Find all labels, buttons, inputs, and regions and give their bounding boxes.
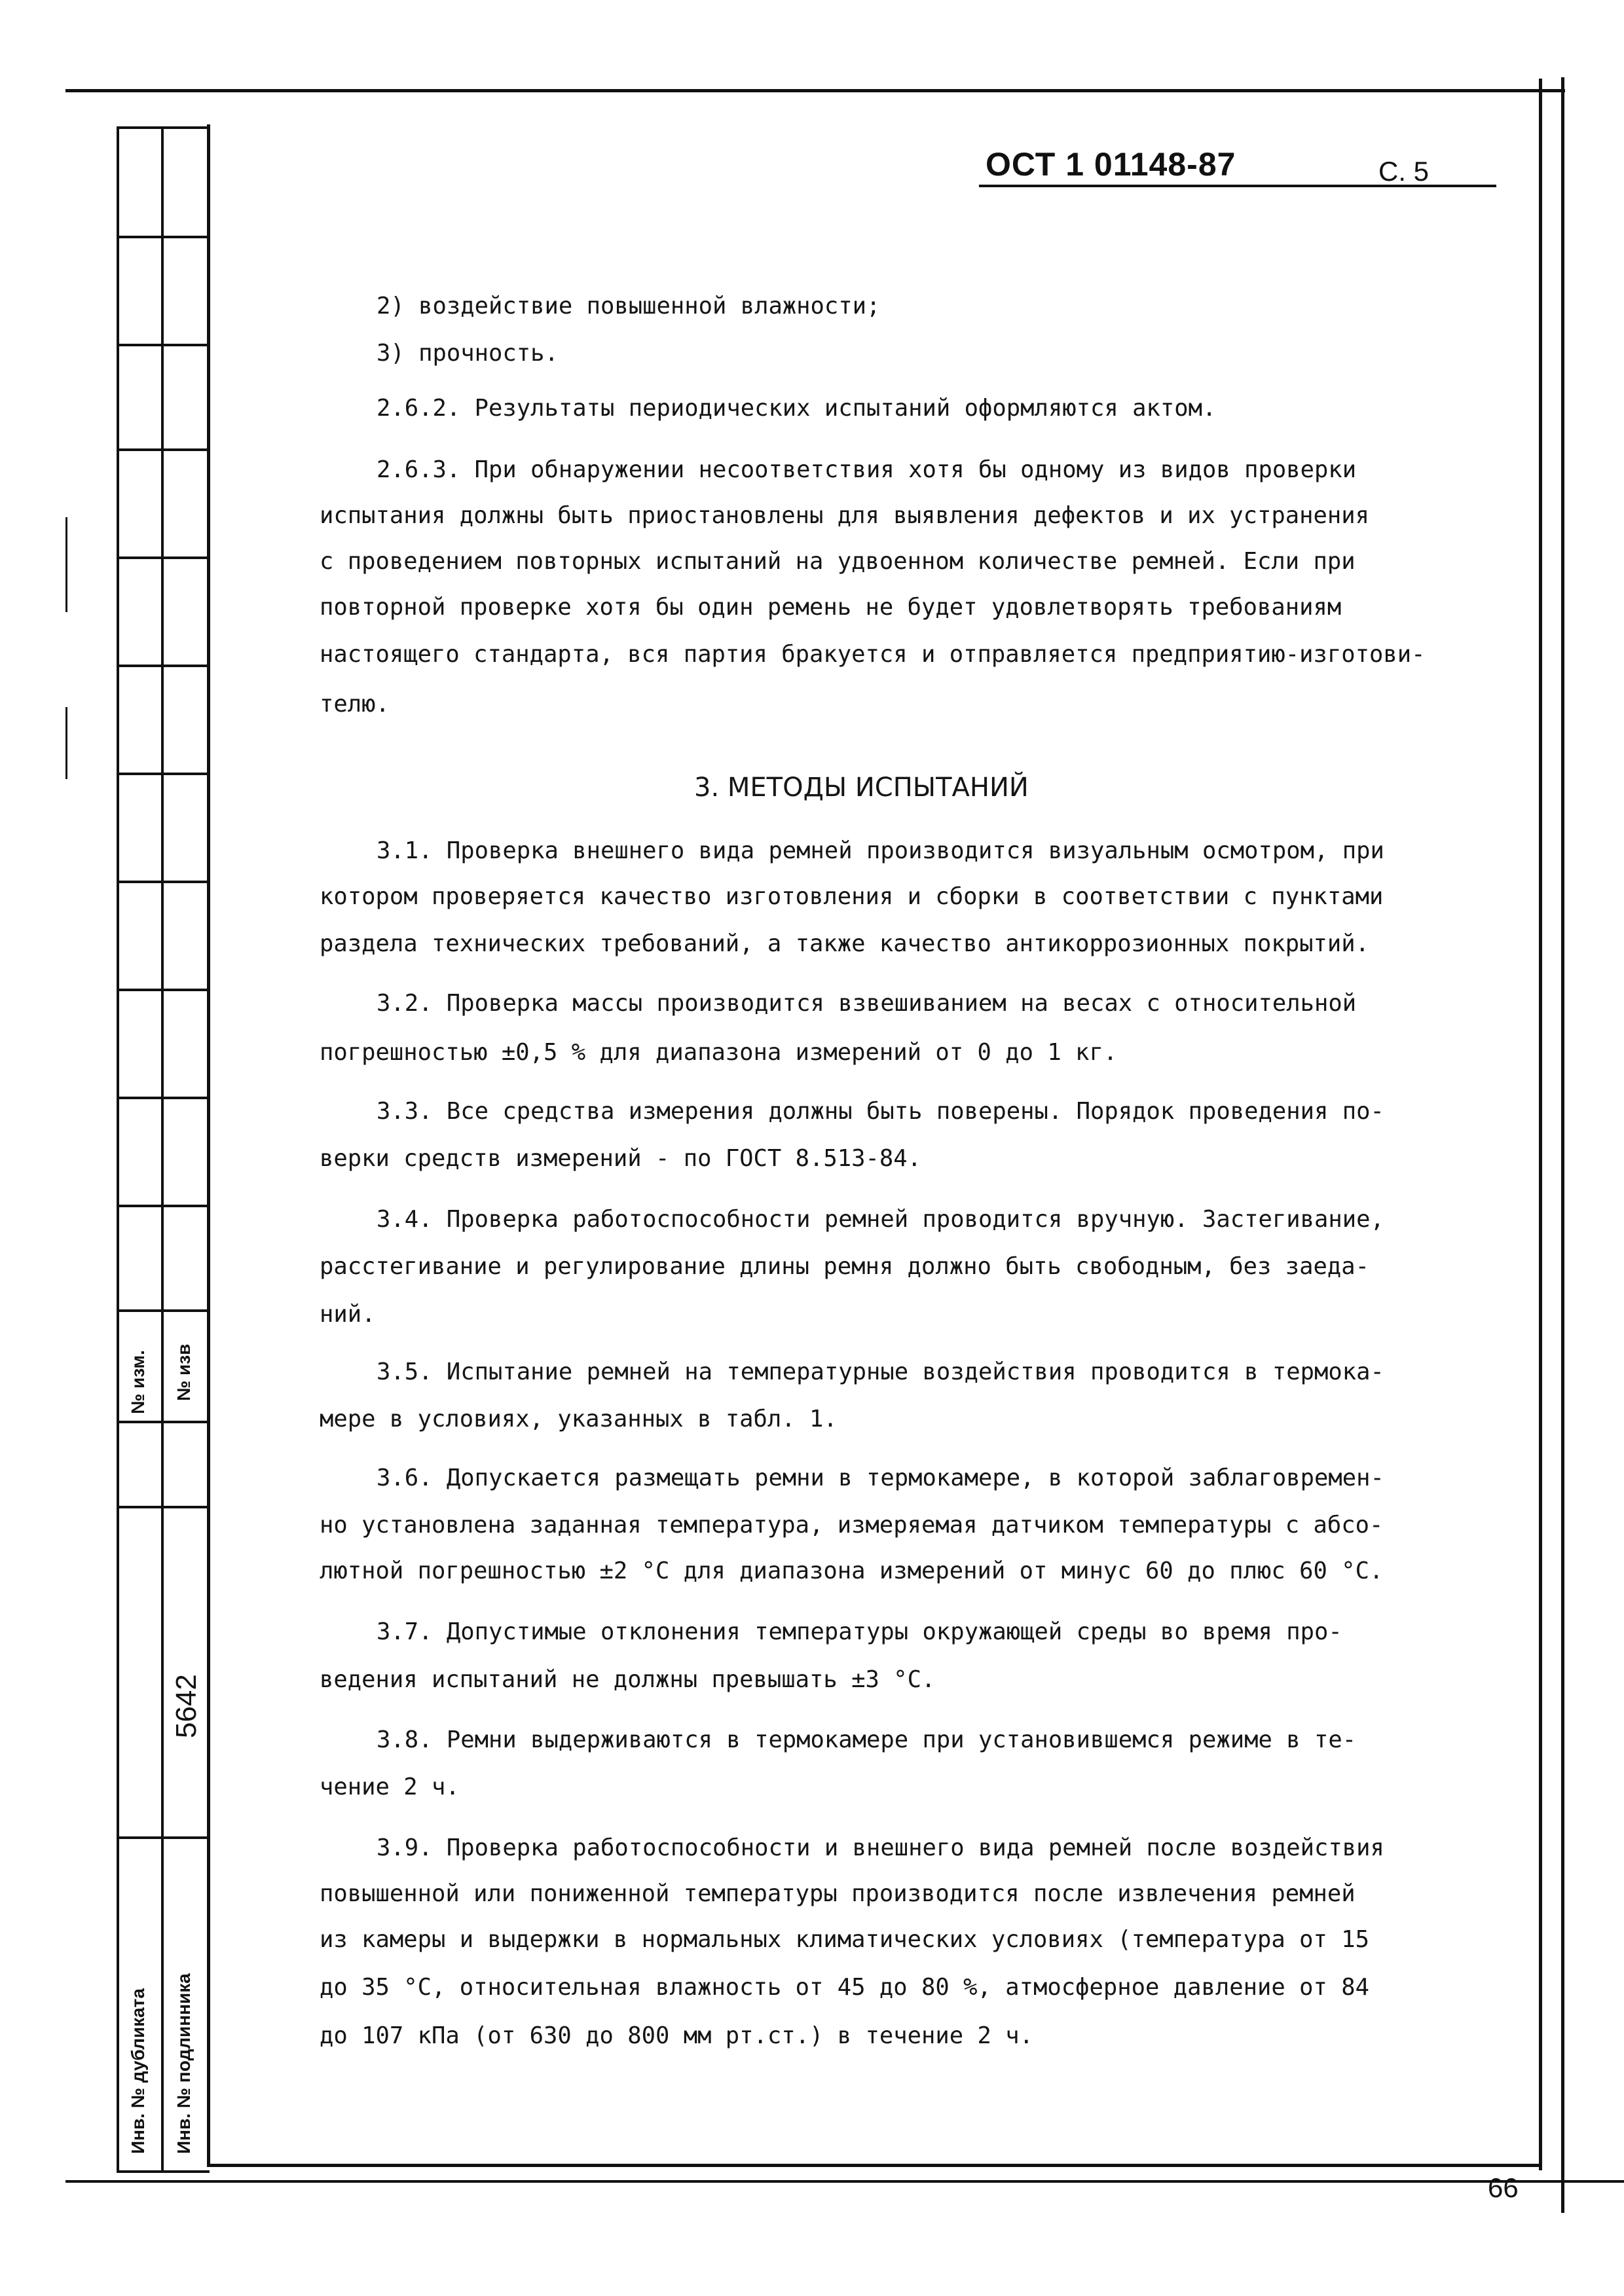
text-line: из камеры и выдержки в нормальных климатических условиях (температура от 15 (320, 1926, 1369, 1953)
margin-tick (65, 707, 67, 779)
text-line: 2.6.3. При обнаружении несоответствия хотя бы одному из видов проверки (377, 456, 1357, 483)
text-line: ний. (320, 1301, 376, 1328)
text-line: лютной погрешностью ±2 °С для диапазона измерений от минус 60 до плюс 60 °С. (320, 1558, 1384, 1584)
stamp-row-line (117, 881, 210, 883)
sheet-number: 66 (1488, 2172, 1519, 2203)
text-line: раздела технических требований, а также качество антикоррозионных покрытий. (320, 930, 1369, 957)
section-heading: 3. МЕТОДЫ ИСПЫТАНИЙ (694, 773, 1029, 803)
stamp-row-line (117, 1097, 210, 1099)
text-line: 2) воздействие повышенной влажности; (377, 293, 881, 319)
text-line: 3.8. Ремни выдерживаются в термокамере при установившемся режиме в те- (377, 1726, 1357, 1753)
stamp-row-line (117, 665, 210, 667)
text-line: 2.6.2. Результаты периодических испытаний оформляются актом. (377, 395, 1217, 422)
stamp-row-line (117, 773, 210, 775)
top-border-line (65, 89, 1565, 92)
stamp-row-line (117, 2170, 210, 2173)
stamp-row-line (117, 344, 210, 346)
text-line: 3.4. Проверка работоспособности ремней проводится вручную. Застегивание, (377, 1206, 1384, 1233)
text-line: 3.2. Проверка массы производится взвешиванием на весах с относительной (377, 990, 1357, 1017)
change-number-label: № изм. (128, 1350, 148, 1414)
original-inventory-label: Инв. № подлинника (174, 1973, 194, 2154)
inner-frame-bottom (207, 2164, 1542, 2167)
inner-frame-right (1539, 79, 1542, 2170)
text-line: но установлена заданная температура, измеряемая датчиком температуры с абсо- (320, 1512, 1384, 1539)
text-line: 3.7. Допустимые отклонения температуры окружающей среды во время про- (377, 1618, 1342, 1645)
text-line: телю. (320, 691, 390, 718)
text-line: повышенной или пониженной температуры производится после извлечения ремней (320, 1880, 1356, 1907)
text-line: повторной проверке хотя бы один ремень не будет удовлетворять требованиям (320, 594, 1342, 621)
text-line: 3.5. Испытание ремней на температурные воздействия проводится в термока- (377, 1358, 1384, 1385)
stamp-col-line-2 (161, 126, 164, 2172)
stamp-row-line (117, 1309, 210, 1312)
text-line: котором проверяется качество изготовления и сборки в соответствии с пунктами (320, 883, 1384, 910)
stamp-row-line (117, 1836, 210, 1839)
text-line: верки средств измерений - по ГОСТ 8.513-84. (320, 1145, 922, 1172)
stamp-top-line (117, 126, 210, 129)
text-line: испытания должны быть приостановлены для выявления дефектов и их устранения (320, 502, 1369, 529)
stamp-row-line (117, 448, 210, 451)
text-line: настоящего стандарта, вся партия бракуется и отправляется предприятию-изготови- (320, 641, 1426, 668)
stamp-row-line (117, 1506, 210, 1508)
bottom-border-line (65, 2180, 1624, 2183)
stamp-row-line (117, 556, 210, 559)
stamp-row-line (117, 1421, 210, 1423)
text-line: 3.3. Все средства измерения должны быть поверены. Порядок проведения по- (377, 1098, 1384, 1125)
page-reference: С. 5 (1378, 156, 1430, 187)
original-inventory-value: 5642 (170, 1674, 202, 1738)
stamp-row-line (117, 1205, 210, 1207)
stamp-row-line (117, 989, 210, 991)
text-line: 3) прочность. (377, 340, 559, 367)
text-line: ведения испытаний не должны превышать ±3 °С. (320, 1666, 936, 1693)
stamp-row-line (117, 236, 210, 238)
text-line: расстегивание и регулирование длины ремня должно быть свободным, без заеда- (320, 1253, 1369, 1280)
margin-tick (65, 517, 67, 612)
text-line: погрешностью ±0,5 % для диапазона измерений от 0 до 1 кг. (320, 1039, 1118, 1066)
notice-number-label: № изв (174, 1343, 194, 1401)
duplicate-inventory-label: Инв. № дубликата (128, 1988, 148, 2154)
text-line: мере в условиях, указанных в табл. 1. (320, 1406, 838, 1432)
right-outer-line (1561, 77, 1564, 2213)
document-code: ОСТ 1 01148-87 (986, 146, 1236, 183)
text-line: 3.1. Проверка внешнего вида ремней производится визуальным осмотром, при (377, 837, 1384, 864)
text-line: 3.9. Проверка работоспособности и внешнего вида ремней после воздействия (377, 1834, 1384, 1861)
text-line: до 35 °С, относительная влажность от 45 до 80 %, атмосферное давление от 84 (320, 1974, 1369, 2001)
inner-frame-left (207, 124, 210, 2167)
text-line: до 107 кПа (от 630 до 800 мм рт.ст.) в течение 2 ч. (320, 2022, 1034, 2049)
stamp-col-line-1 (117, 126, 119, 2172)
text-line: 3.6. Допускается размещать ремни в термокамере, в которой заблаговремен- (377, 1465, 1384, 1491)
text-line: чение 2 ч. (320, 1774, 460, 1800)
text-line: с проведением повторных испытаний на удвоенном количестве ремней. Если при (320, 548, 1356, 575)
